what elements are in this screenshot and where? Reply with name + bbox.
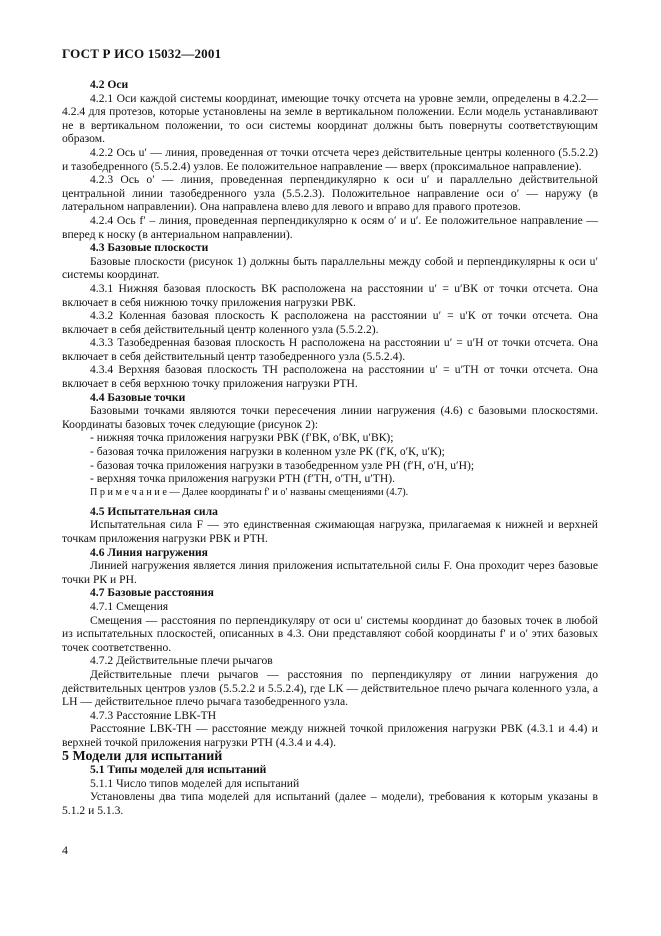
list-item: - базовая точка приложения нагрузки в коленном узле РК (f′К, о′К, u′К); (90, 445, 445, 459)
page-number: 4 (62, 843, 68, 857)
subheading: 4.2 Оси (90, 78, 129, 91)
paragraph: Смещения — расстояния по перпендикуляру от оси u′ системы координат до базовых точек в любой из испытательных плоскостей, описанных в 4.3. Они представляют собой координаты f′ и о′ этих базовых точек соответственно. (62, 613, 598, 654)
paragraph: Действительные плечи рычагов — расстояния по перпендикуляру от линии нагружения до действительных центров узлов (5.5.2.2 и 5.5.2.4), где LК — действительное плечо рычага коленного узла, а LН — действительное плечо рычага тазобедренного узла. (62, 667, 598, 709)
paragraph: 4.3.3 Тазобедренная базовая плоскость Н расположена на расстоянии u′ = u′Н от точки отсчета. Она включает в себя действительный центр тазобедренного узла (5.5.2.4). (62, 336, 598, 363)
list-item: - базовая точка приложения нагрузки в тазобедренном узле РН (f′Н, о′Н, u′Н); (90, 458, 475, 472)
paragraph: 4.2.1 Оси каждой системы координат, имеющие точку отсчета на уровне земли, определены в 4.2.2—4.2.4 для протезов, которые установлены на земле в вертикальном положении. Если модель устанавливают не в вертикальном положении, то оси системы координат должны быть повернуты соответствующим образом. (62, 91, 598, 146)
paragraph: 4.7.2 Действительные плечи рычагов (90, 654, 273, 668)
subheading: 4.5 Испытательная сила (90, 504, 218, 518)
paragraph: 4.3.1 Нижняя базовая плоскость ВК расположена на расстоянии u′ = u′ВК от точки отсчета. Она включает в себя нижнюю точку приложения нагрузки РВК. (62, 281, 598, 309)
paragraph: 4.2.2 Ось u′ — линия, проведенная от точки отсчета через действительные центры коленного (5.5.2.2) и тазобедренного (5.5.2.4) узлов. Ее положительное направление — вверх (проксимальное направление). (62, 145, 598, 173)
paragraph: 5.1.1 Число типов моделей для испытаний (90, 776, 300, 790)
note: П р и м е ч а н и е — Далее координаты f′ и о′ названы смещениями (4.7). (90, 486, 409, 498)
paragraph: Установлены два типа моделей для испытаний (далее – модели), требования к которым указаны в 5.1.2 и 5.1.3. (62, 790, 598, 817)
paragraph: Линией нагружения является линия приложения испытательной силы F. Она проходит через базовые точки РК и РН. (62, 559, 598, 586)
section-heading: 5 Модели для испытаний (62, 748, 223, 764)
paragraph: Базовые плоскости (рисунок 1) должны быть параллельны между собой и перпендикулярны к оси u′ системы координат. (62, 254, 598, 282)
subheading: 4.6 Линия нагружения (90, 545, 208, 559)
paragraph: Испытательная сила F — это единственная сжимающая нагрузка, прилагаемая к нижней и верхней точкам приложения нагрузки РВК и РТН. (62, 518, 598, 545)
subheading: 4.3 Базовые плоскости (90, 241, 209, 255)
document-body (62, 78, 598, 817)
subheading: 5.1 Типы моделей для испытаний (90, 763, 267, 777)
paragraph: 4.3.2 Коленная базовая плоскость К расположена на расстоянии u′ = u′К от точки отсчета. Она включает в себя действительный центр коленного узла (5.5.2.2). (62, 309, 598, 336)
paragraph: 4.2.3 Ось о′ — линия, проведенная перпендикулярно к оси u′ и параллельно действительной центральной линии тазобедренного узла (5.5.2.3). Положительное направление оси о′ — наружу (в латеральном направлении). Она направлена влево для левого и вправо для правого протезов. (62, 173, 598, 214)
paragraph: 4.7.1 Смещения (90, 599, 169, 613)
list-item: - нижняя точка приложения нагрузки РВК (f′ВК, о′ВК, u′ВК); (90, 431, 394, 445)
paragraph: 4.2.4 Ось f′ – линия, проведенная перпендикулярно к осям о′ и u′. Ее положительное направление — вперед к носку (в антериальном направлении). (62, 213, 598, 241)
paragraph: Расстояние LВК-ТН — расстояние между нижней точкой приложения нагрузки РВК (4.3.1 и 4.4) и верхней точкой приложения нагрузки РТН (4.3.4 и 4.4). (62, 722, 598, 749)
paragraph: 4.3.4 Верхняя базовая плоскость ТН расположена на расстоянии u′ = u′ТН от точки отсчета. Она включает в себя верхнюю точку приложения нагрузки РТН. (62, 363, 598, 391)
document-header: ГОСТ Р ИСО 15032—2001 (62, 46, 222, 61)
subheading: 4.7 Базовые расстояния (90, 586, 214, 600)
paragraph: Базовыми точками являются точки пересечения линии нагружения (4.6) с базовыми плоскостями. Координаты базовых точек следующие (рисунок 2): (62, 404, 598, 431)
list-item: - верхняя точка приложения нагрузки РТН (f′ТН, о′ТН, u′ТН). (90, 472, 396, 486)
paragraph: 4.7.3 Расстояние LВК-ТН (90, 708, 217, 722)
subheading: 4.4 Базовые точки (90, 390, 186, 404)
